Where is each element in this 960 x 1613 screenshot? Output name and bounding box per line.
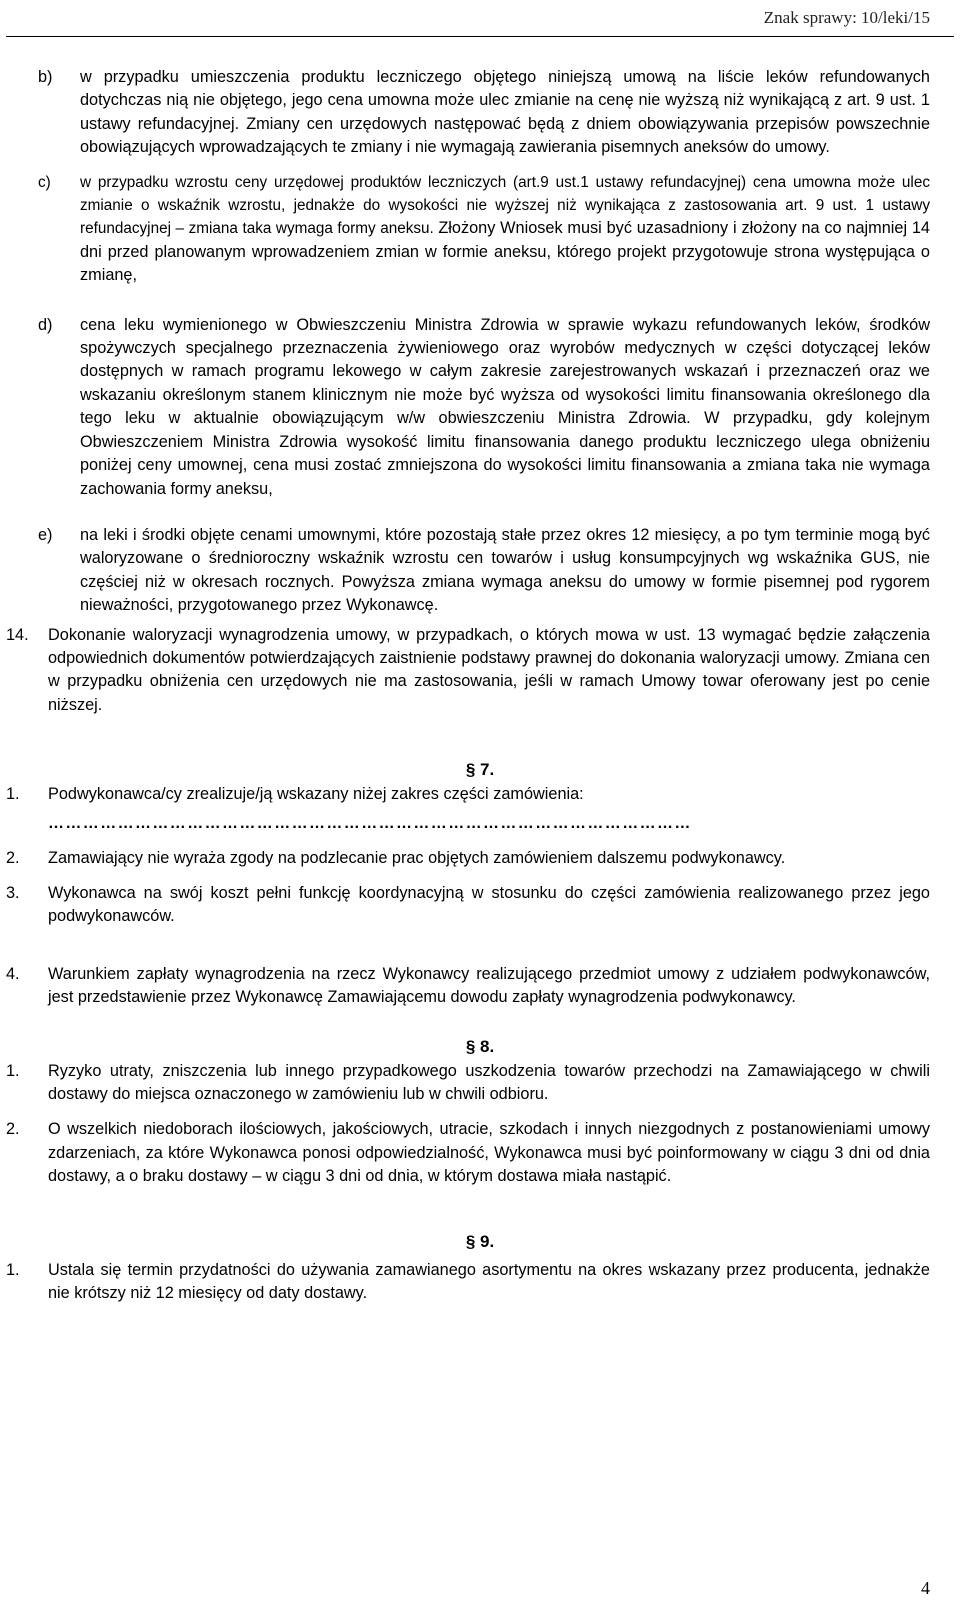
s9-item-1 bbox=[6, 1259, 930, 1306]
s7-item-2 bbox=[6, 847, 930, 870]
item-label: c) bbox=[38, 173, 51, 191]
list-item-e bbox=[38, 524, 930, 618]
item-text: O wszelkich niedoborach ilościowych, jakościowych, utracie, szkodach i innych niezgodnych z postanowieniami umowy zdarzeniach, za które Wykonawca ponosi odpowiedzialność, Wykonawca musi być poinformowany w ciągu 3 dni od dnia dostawy, a o braku dostawy – w ciągu 3 dni od dnia, w którym dostawa miała nastąpić. bbox=[48, 1120, 930, 1186]
s7-item-4 bbox=[6, 963, 930, 1010]
list-item-d bbox=[38, 314, 930, 501]
item-label: 4. bbox=[6, 964, 20, 983]
s7-item-1 bbox=[6, 783, 930, 806]
item-label: 3. bbox=[6, 883, 20, 902]
item-label: 2. bbox=[6, 1120, 20, 1139]
item-text: na leki i środki objęte cenami umownymi, które pozostają stałe przez okres 12 miesięcy, a po tym terminie mogą być waloryzowane o średnioroczny wskaźnik wzrostu cen towarów i usług konsumpcyjnych wg wskaźnika GUS, nie częściej niż w okresach rocznych. Powyższa zmiana wymaga aneksu do umowy w formie pisemnej pod rygorem nieważności, przygotowanego przez Wykonawcę. bbox=[80, 525, 930, 615]
blank-line: ………………………………………………………………………………………………… bbox=[48, 814, 692, 832]
item-text: Ryzyko utraty, zniszczenia lub innego przypadkowego uszkodzenia towarów przechodzi na Zamawiającego w chwili dostawy do miejsca oznaczonego w zamówieniu lub w chwili odbioru. bbox=[48, 1061, 930, 1103]
list-item-b bbox=[38, 66, 930, 160]
page-number: 4 bbox=[921, 1578, 930, 1598]
item-text: w przypadku wzrostu ceny urzędowej produktów leczniczych (art.9 ust.1 ustawy refundacyjnej) cena umowna może ulec zmianie o wskaźnik wzrostu, jednakże do wysokości nie wyższej niż wynikająca z zastosowania art. 9 ust. 1 ustawy refundacyjnej – zmiana taka wymaga formy aneksu. bbox=[80, 173, 930, 238]
section-9-title: § 9. bbox=[465, 1231, 495, 1251]
s8-item-1 bbox=[6, 1060, 930, 1107]
item-label: 1. bbox=[6, 785, 20, 804]
list-item-c bbox=[38, 171, 930, 288]
item-text: Podwykonawca/cy zrealizuje/ją wskazany niżej zakres części zamówienia: bbox=[48, 785, 584, 804]
item-text: Wykonawca na swój koszt pełni funkcję koordynacyjną w stosunku do części zamówienia realizowanego przez jego podwykonawców. bbox=[48, 883, 930, 926]
item-label: 1. bbox=[6, 1260, 20, 1279]
section-8-title: § 8. bbox=[465, 1036, 495, 1056]
item-text: w przypadku umieszczenia produktu leczniczego objętego niniejszą umową na liście leków refundowanych dotychczas nią nie objętego, jego cena umowna może ulec zmianie na cenę nie wyższą niż wynikającą z art. 9 ust. 1 ustawy refundacyjnej. Zmiany cen urzędowych następować będą z dniem obowiązywania przepisów powszechnie obowiązujących wprowadzających te zmiany i nie wymagają zawierania pisemnych aneksów do umowy. bbox=[80, 68, 930, 157]
item-label: 14. bbox=[6, 625, 29, 644]
paragraph-14 bbox=[6, 624, 930, 718]
item-text: Ustala się termin przydatności do używania zamawianego asortymentu na okres wskazany przez producenta, jednakże nie krótszy niż 12 miesięcy od daty dostawy. bbox=[48, 1260, 930, 1303]
item-text-continued: Złożony Wniosek musi być uzasadniony i złożony na co najmniej 14 dni przed planowanym wprowadzeniem zmian w formie aneksu, którego projekt przygotowuje strona występująca o zmianę, bbox=[80, 219, 930, 285]
s8-item-2 bbox=[6, 1118, 930, 1188]
page-header: Znak sprawy: 10/leki/15 bbox=[763, 8, 930, 27]
item-label: e) bbox=[38, 525, 53, 544]
item-text: cena leku wymienionego w Obwieszczeniu Ministra Zdrowia w sprawie wykazu refundowanych leków, środków spożywczych specjalnego przeznaczenia żywieniowego oraz wyrobów medycznych w części dotyczącej leków dostępnych w ramach programu lekowego w całym zakresie zarejestrowanych wskazań i przeznaczeń oraz we wskazaniu określonym stanem klinicznym nie może być wyższa od wysokości limitu finansowania określonego dla tego leku w aktualnie obowiązującym w/w obwieszczeniu Ministra Zdrowia. W przypadku, gdy kolejnym Obwieszczeniem Ministra Zdrowia wysokość limitu finansowania danego produktu leczniczego ulega obniżeniu poniżej ceny umownej, cena musi zostać zmniejszona do wysokości limitu finansowania a zmiana taka nie wymaga zachowania formy aneksu, bbox=[80, 315, 930, 498]
item-text: Dokonanie waloryzacji wynagrodzenia umowy, w przypadkach, o których mowa w ust. 13 wymagać będzie załączenia odpowiednich dokumentów potwierdzających zaistnienie podstawy prawnej do dokonania waloryzacji umowy. Zmiana cen w przypadku obniżenia cen urzędowych nie ma zastosowania, jeśli w ramach Umowy towar oferowany jest po cenie niższej. bbox=[48, 625, 930, 714]
s7-item-3 bbox=[6, 882, 930, 929]
item-label: 2. bbox=[6, 848, 20, 867]
item-label: d) bbox=[38, 315, 53, 334]
section-7-title: § 7. bbox=[465, 760, 495, 780]
item-text: Zamawiający nie wyraża zgody na podzlecanie prac objętych zamówieniem dalszemu podwykonawcy. bbox=[48, 848, 786, 867]
item-text: Warunkiem zapłaty wynagrodzenia na rzecz Wykonawcy realizującego przedmiot umowy z udziałem podwykonawców, jest przedstawienie przez Wykonawcę Zamawiającemu dowodu zapłaty wynagrodzenia podwykonawcy. bbox=[48, 964, 930, 1007]
item-label: 1. bbox=[6, 1061, 20, 1080]
document-body bbox=[0, 66, 960, 1305]
item-label: b) bbox=[38, 68, 53, 86]
header-rule bbox=[6, 36, 954, 37]
